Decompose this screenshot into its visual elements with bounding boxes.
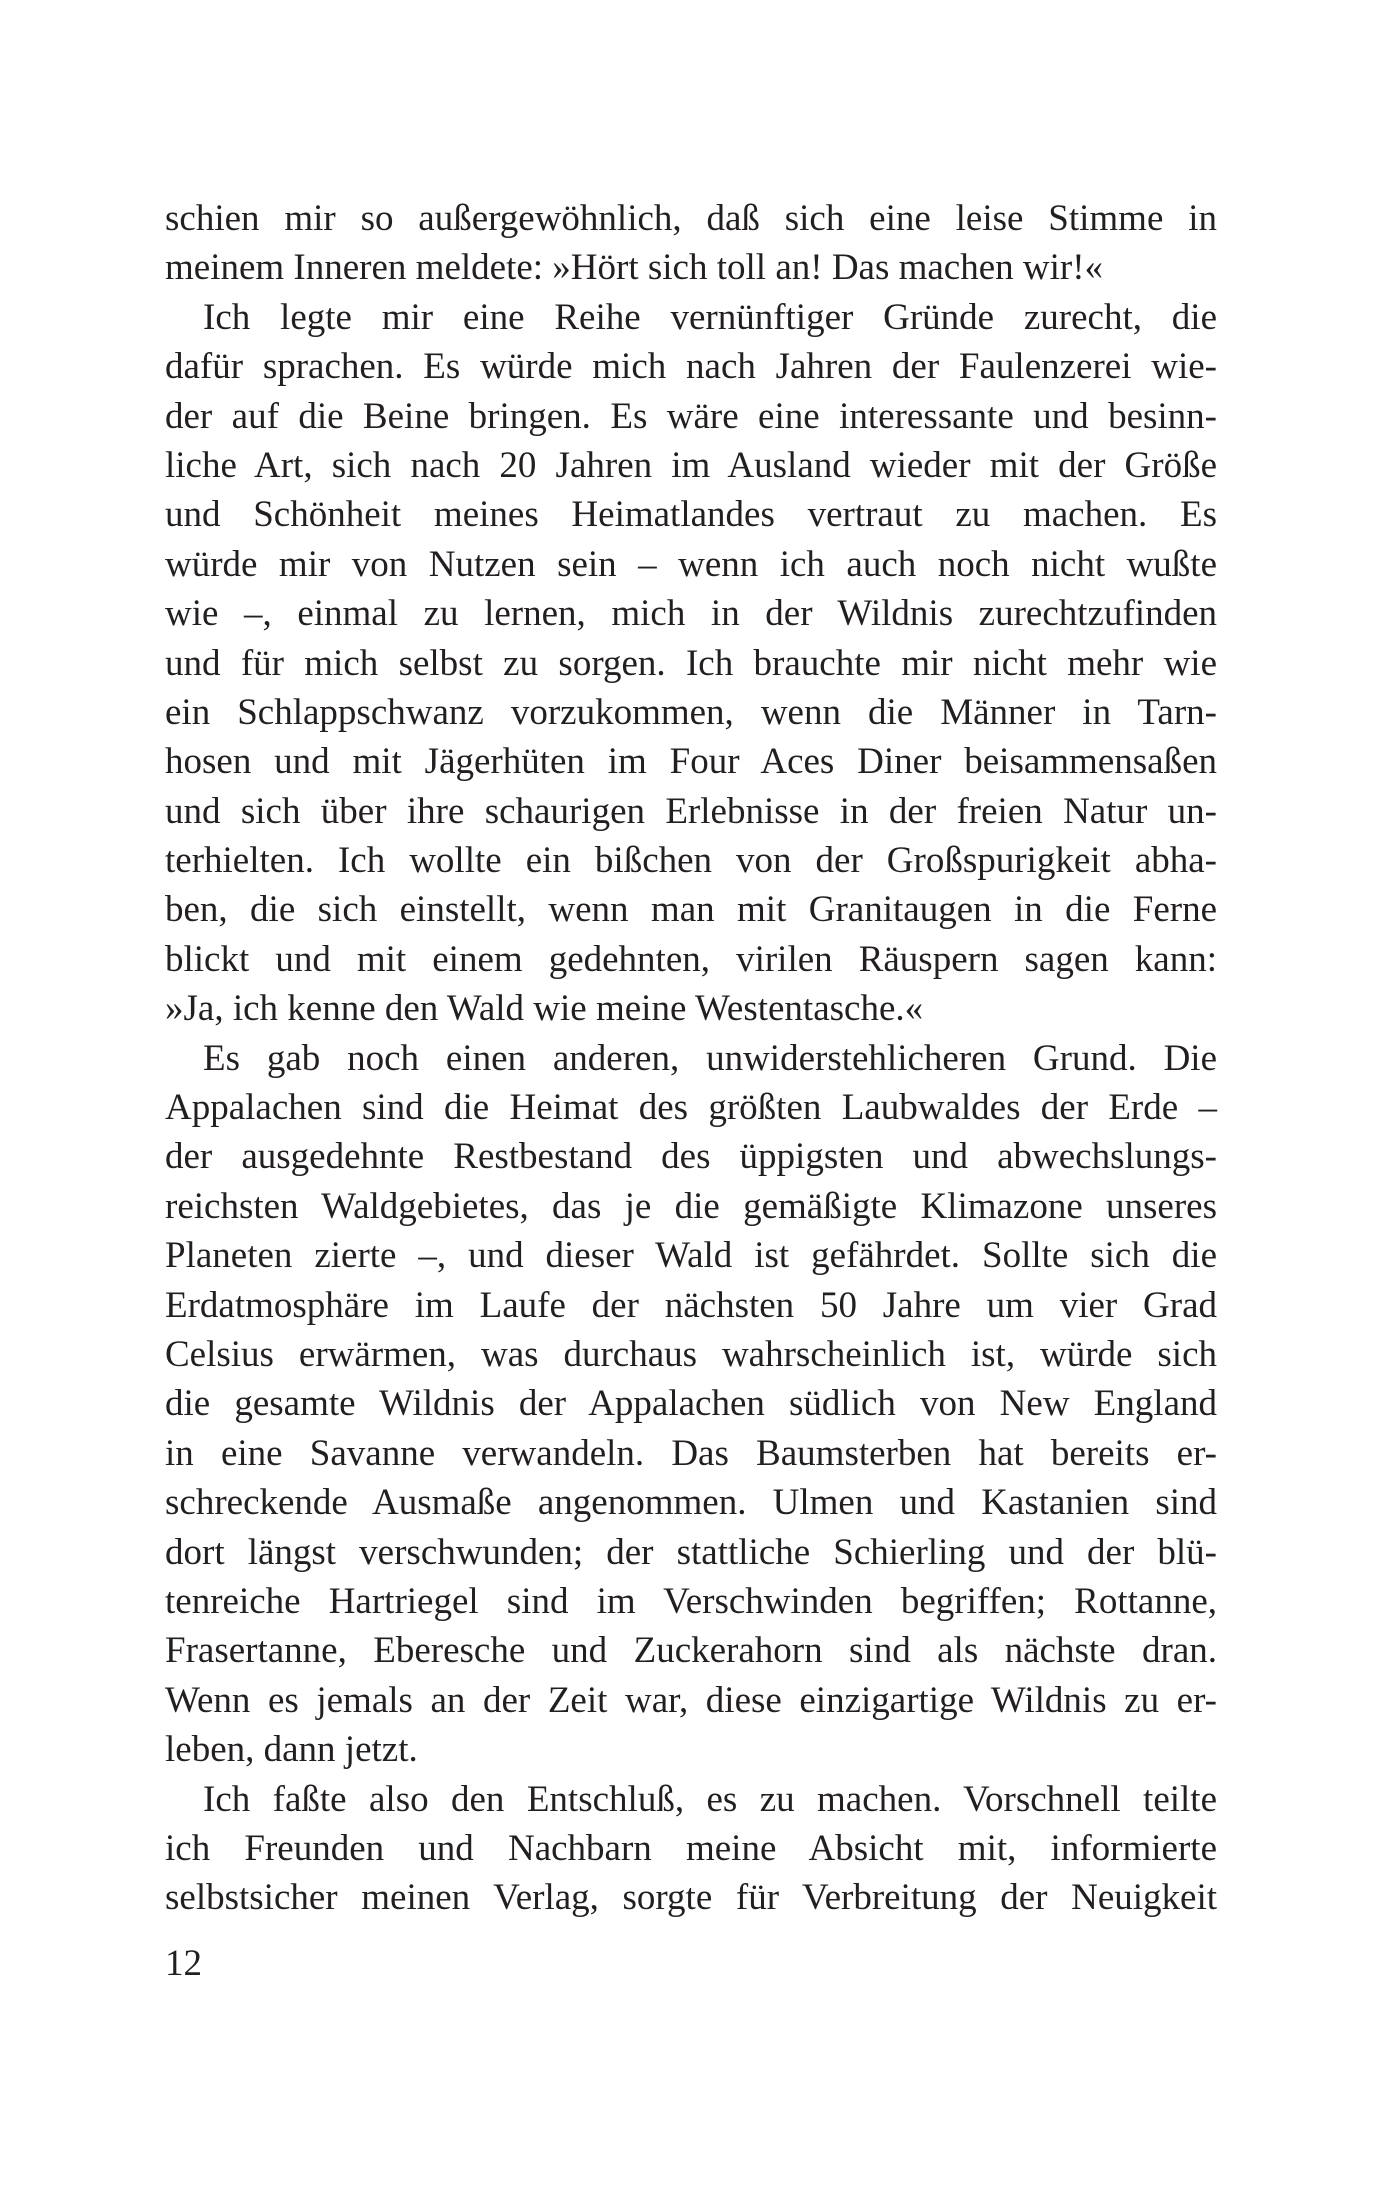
text-line: selbstsicher meinen Verlag, sorgte für Verbreitung der Neuigkeit (165, 1877, 1217, 1919)
text-line: wie –, einmal zu lernen, mich in der Wildnis zurechtzufinden (165, 593, 1217, 635)
text-line: würde mir von Nutzen sein – wenn ich auch noch nicht wußte (165, 543, 1217, 585)
text-line: Ich faßte also den Entschluß, es zu machen. Vorschnell teilte (203, 1778, 1217, 1820)
text-line: hosen und mit Jägerhüten im Four Aces Diner beisammensaßen (165, 741, 1217, 783)
text-line: Ich legte mir eine Reihe vernünftiger Gründe zurecht, die (203, 296, 1217, 338)
text-line: liche Art, sich nach 20 Jahren im Ausland wieder mit der Größe (165, 444, 1217, 486)
text-line: die gesamte Wildnis der Appalachen südlich von New England (165, 1383, 1217, 1425)
text-line: ich Freunden und Nachbarn meine Absicht mit, informierte (165, 1827, 1217, 1869)
paragraph (165, 194, 1217, 293)
text-line: Wenn es jemals an der Zeit war, diese einzigartige Wildnis zu er- (165, 1679, 1217, 1721)
text-line: tenreiche Hartriegel sind im Verschwinden begriffen; Rottanne, (165, 1580, 1217, 1622)
body-text (165, 194, 1217, 1923)
text-line: leben, dann jetzt. (165, 1729, 418, 1771)
text-line: der auf die Beine bringen. Es wäre eine interessante und besinn- (165, 395, 1217, 437)
paragraph (165, 293, 1217, 1034)
text-line: terhielten. Ich wollte ein bißchen von der Großspurigkeit abha- (165, 840, 1217, 882)
text-line: blickt und mit einem gedehnten, virilen Räuspern sagen kann: (165, 938, 1217, 980)
text-line: der ausgedehnte Restbestand des üppigsten und abwechslungs- (165, 1136, 1217, 1178)
text-line: schreckende Ausmaße angenommen. Ulmen und Kastanien sind (165, 1482, 1217, 1524)
text-line: dafür sprachen. Es würde mich nach Jahren der Faulenzerei wie- (165, 346, 1217, 388)
text-line: und Schönheit meines Heimatlandes vertraut zu machen. Es (165, 494, 1217, 536)
paragraph (165, 1775, 1217, 1923)
text-line: und sich über ihre schaurigen Erlebnisse in der freien Natur un- (165, 790, 1217, 832)
text-line: ein Schlappschwanz vorzukommen, wenn die Männer in Tarn- (165, 691, 1217, 733)
text-line: Erdatmosphäre im Laufe der nächsten 50 Jahre um vier Grad (165, 1284, 1217, 1326)
text-line: ben, die sich einstellt, wenn man mit Granitaugen in die Ferne (165, 889, 1217, 931)
text-line: »Ja, ich kenne den Wald wie meine Westentasche.« (165, 988, 924, 1030)
paragraph (165, 1034, 1217, 1775)
text-line: Es gab noch einen anderen, unwiderstehlicheren Grund. Die (203, 1037, 1217, 1079)
text-line: Celsius erwärmen, was durchaus wahrscheinlich ist, würde sich (165, 1333, 1217, 1375)
text-line: meinem Inneren meldete: »Hört sich toll an! Das machen wir!« (165, 247, 1104, 289)
text-line: Frasertanne, Eberesche und Zuckerahorn sind als nächste dran. (165, 1630, 1217, 1672)
text-line: schien mir so außergewöhnlich, daß sich eine leise Stimme in (165, 198, 1217, 239)
text-line: und für mich selbst zu sorgen. Ich brauchte mir nicht mehr wie (165, 642, 1217, 684)
text-line: Appalachen sind die Heimat des größten Laubwaldes der Erde – (165, 1087, 1217, 1129)
page-number: 12 (165, 1943, 202, 1984)
text-line: reichsten Waldgebietes, das je die gemäßigte Klimazone unseres (165, 1185, 1217, 1227)
text-line: in eine Savanne verwandeln. Das Baumsterben hat bereits er- (165, 1432, 1217, 1474)
text-line: Planeten zierte –, und dieser Wald ist gefährdet. Sollte sich die (165, 1235, 1217, 1277)
text-line: dort längst verschwunden; der stattliche Schierling und der blü- (165, 1531, 1217, 1573)
